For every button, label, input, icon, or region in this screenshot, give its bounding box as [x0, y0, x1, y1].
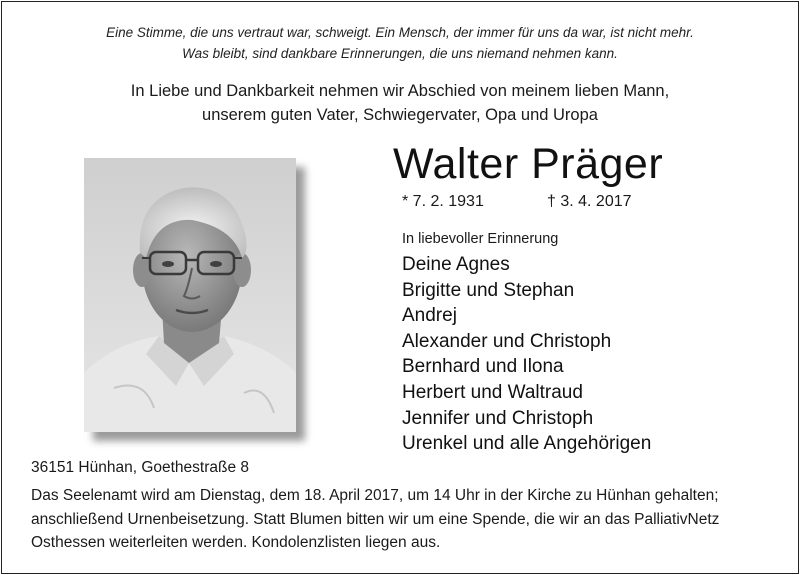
notice-line-1: Das Seelenamt wird am Dienstag, dem 18. April 2017, um 14 Uhr in der Kirche zu Hünhan gehalten; [31, 487, 719, 504]
birth-date: * 7. 2. 1931 [402, 193, 484, 210]
mourner-item: Herbert und Waltraud [402, 381, 583, 403]
mourner-item: Deine Agnes [402, 254, 510, 275]
service-notice [31, 484, 776, 555]
mourner-item: Brigitte und Stephan [402, 279, 575, 301]
mourner-item: Urenkel und alle Angehörigen [402, 433, 652, 455]
memory-label: In liebevoller Erinnerung [402, 231, 559, 247]
notice-line-2: anschließend Urnenbeisetzung. Statt Blumen bitten wir um eine Spende, die wir an das PalliativNetz [31, 510, 720, 528]
notice-line-3: Osthessen weiterleiten werden. Kondolenzlisten liegen aus. [31, 534, 441, 551]
memorial-quote [0, 22, 800, 64]
death-date: † 3. 4. 2017 [547, 193, 632, 210]
portrait-photo [84, 158, 296, 432]
mourner-item: Alexander und Christoph [402, 330, 612, 352]
mourner-item: Andrej [402, 305, 457, 327]
quote-line-2: Was bleibt, sind dankbare Erinnerungen, die uns niemand nehmen kann. [182, 46, 618, 61]
intro-line-2: unserem guten Vater, Schwiegervater, Opa und Uropa [202, 106, 598, 124]
mourners-list [402, 252, 651, 457]
family-address: 36151 Hünhan, Goethestraße 8 [31, 459, 250, 476]
farewell-intro [0, 79, 800, 127]
mourner-item: Bernhard und Ilona [402, 356, 564, 378]
quote-line-1: Eine Stimme, die uns vertraut war, schweigt. Ein Mensch, der immer für uns da war, ist nicht mehr. [106, 25, 694, 40]
deceased-name: Walter Präger [393, 140, 664, 188]
mourner-item: Jennifer und Christoph [402, 407, 594, 429]
intro-line-1: In Liebe und Dankbarkeit nehmen wir Abschied von meinem lieben Mann, [130, 82, 670, 100]
portrait-illustration [84, 158, 296, 432]
